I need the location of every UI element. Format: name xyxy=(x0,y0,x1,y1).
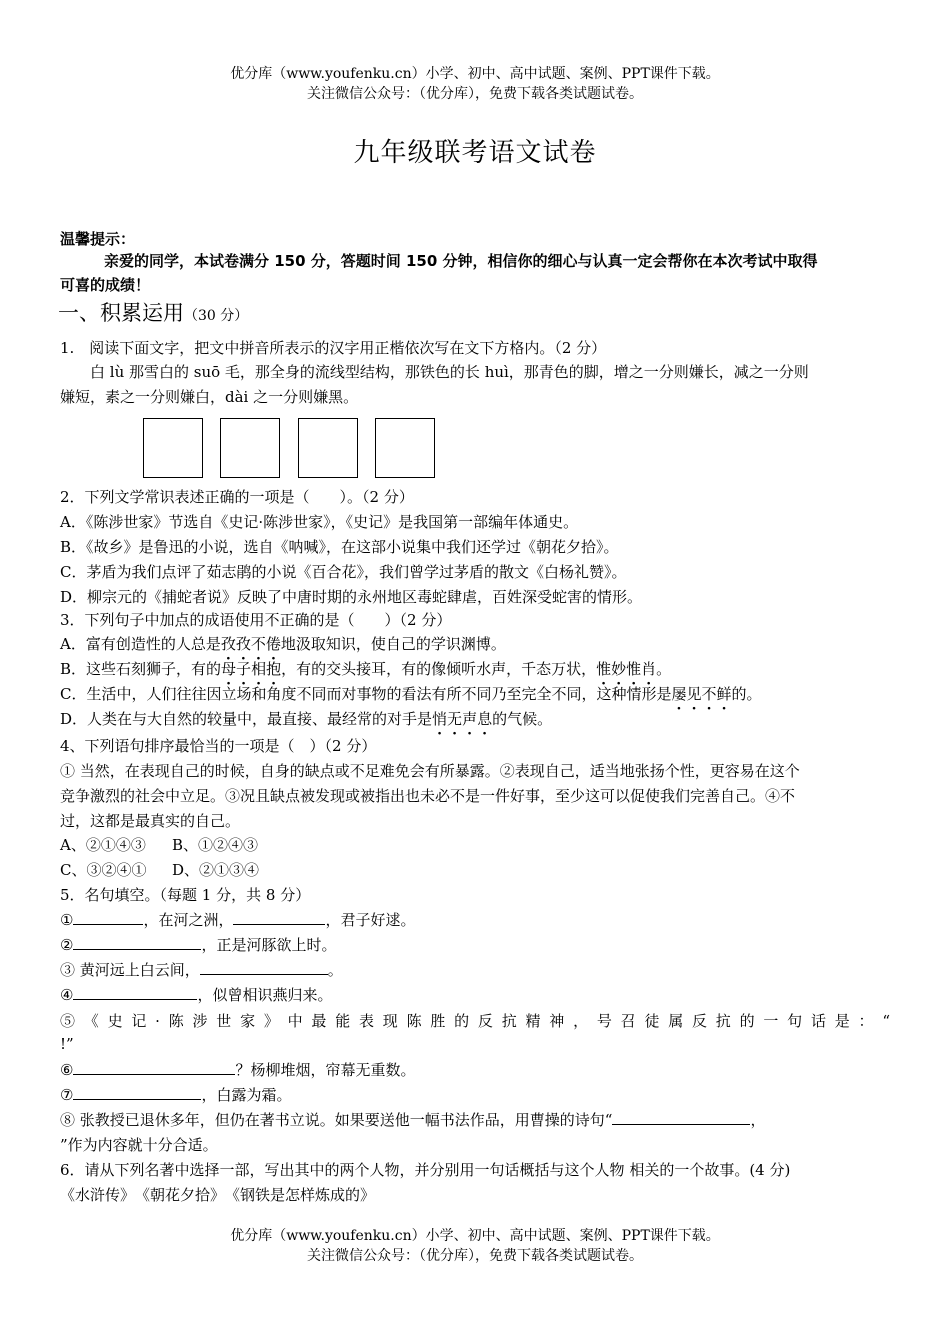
footer-line-1: 优分库（www.youfenku.cn）小学、初中、高中试题、案例、PPT课件下载。 xyxy=(230,1228,720,1244)
q3-a-idiom: 孜孜不倦 xyxy=(220,635,281,653)
q5-item-5-line-2: !” xyxy=(60,1035,74,1053)
q4-passage-line-3: 过，这都是最真实的自己。 xyxy=(60,812,241,830)
q5-stem: 5．名句填空。（每题 1 分，共 8 分） xyxy=(60,886,311,904)
header-line-2: 关注微信公众号：（优分库），免费下载各类试题试卷。 xyxy=(307,86,643,102)
q3-d-text-end: 的气候。 xyxy=(492,710,553,728)
q5-item-4-end: ，似曾相识燕归来。 xyxy=(197,986,333,1004)
section-score: （30 分） xyxy=(184,308,249,324)
q5-item-1 xyxy=(60,910,415,930)
blank-6[interactable] xyxy=(73,1060,235,1075)
blank-1a[interactable] xyxy=(73,910,143,925)
q2-option-b: B．《故乡》是鲁迅的小说，选自《呐喊》，在这部小说集中我们还学过《朝花夕拾》。 xyxy=(60,538,619,556)
page-title: 九年级联考语文试卷 xyxy=(353,138,597,168)
q4-passage-line-2: 竞争激烈的社会中立足。③况且缺点被发现或被指出也未必不是一件好事，至少这可以促使我们完善自己。④不 xyxy=(60,787,796,805)
answer-box-1[interactable] xyxy=(143,418,203,478)
q3-d-text: D．人类在与大自然的较量中，最直接、最经常的对手是 xyxy=(60,710,433,728)
section-heading xyxy=(58,297,248,327)
q5-item-1-mid: ，在河之洲， xyxy=(143,911,234,929)
header-line-1: 优分库（www.youfenku.cn）小学、初中、高中试题、案例、PPT课件下载。 xyxy=(230,66,720,82)
q1-passage-line-2: 嫌短，素之一分则嫌白，dài 之一分则嫌黑。 xyxy=(60,388,359,406)
q5-item-1-num: ① xyxy=(60,911,74,929)
q3-b-text: B．这些石刻狮子，有的 xyxy=(60,660,222,678)
q5-item-3-end: 。 xyxy=(327,961,343,979)
q4-option-b: B、①②④③ xyxy=(172,836,259,854)
q3-b-idiom-1: 母子相抱 xyxy=(221,660,282,678)
q5-item-4 xyxy=(60,985,332,1005)
q4-option-d: D、②①③④ xyxy=(172,861,260,879)
blank-7[interactable] xyxy=(73,1085,201,1100)
tips-body-line-2: 可喜的成绩！ xyxy=(60,276,151,294)
q2-stem: 2．下列文学常识表述正确的一项是（ ）。（2 分） xyxy=(60,488,414,506)
q3-b-idiom-2: 惟妙惟肖 xyxy=(596,660,657,678)
q5-item-7 xyxy=(60,1085,291,1105)
answer-box-2[interactable] xyxy=(220,418,280,478)
q3-c-text: C．生活中，人们往往因立场和角度不同而对事物的看法有所不同乃至完全不同，这种情形是 xyxy=(60,685,672,703)
q4-stem: 4、下列语句排序最恰当的一项是（ ）（2 分） xyxy=(60,737,377,755)
q3-b-text-mid: ，有的交头接耳，有的像倾听水声，千态万状， xyxy=(281,660,597,678)
q3-option-c xyxy=(60,684,762,704)
blank-4[interactable] xyxy=(73,985,197,1000)
q1-stem: 1. 阅读下面文字，把文中拼音所表示的汉字用正楷依次写在文下方格内。（2 分） xyxy=(60,339,607,357)
q3-b-text-end: 。 xyxy=(656,660,672,678)
q5-item-3 xyxy=(60,960,343,980)
q5-item-5-line-1: ⑤《史记·陈涉世家》中最能表现陈胜的反抗精神，号召徒属反抗的一句话是：“ xyxy=(60,1012,890,1030)
q5-item-8-line-2: ”作为内容就十分合适。 xyxy=(60,1136,218,1154)
answer-box-4[interactable] xyxy=(375,418,435,478)
q5-item-2-end: ，正是河豚欲上时。 xyxy=(201,936,337,954)
blank-8[interactable] xyxy=(612,1110,750,1125)
q5-item-8-comma: ， xyxy=(750,1111,766,1129)
q1-passage-line-1: 白 lù 那雪白的 suō 毛，那全身的流线型结构，那铁色的长 huì，那青色的脚，增之一分则嫌长，减之一分则 xyxy=(90,363,809,381)
blank-1b[interactable] xyxy=(233,910,325,925)
q4-passage-line-1: ① 当然，在表现自己的时候，自身的缺点或不足难免会有所暴露。②表现自己，适当地张扬个性，更容易在这个 xyxy=(60,762,800,780)
q5-item-1-end: ，君子好逑。 xyxy=(325,911,416,929)
q5-item-6 xyxy=(60,1060,415,1080)
q3-option-a xyxy=(60,634,506,654)
tips-body-line-1: 亲爱的同学，本试卷满分 150 分，答题时间 150 分钟，相信你的细心与认真一定会帮你在本次考试中取得 xyxy=(104,252,818,270)
q4-option-a: A、②①④③ xyxy=(60,836,146,854)
q6-stem: 6．请从下列名著中选择一部，写出其中的两个人物，并分别用一句话概括与这个人物 相关的一个故事。(4 分) xyxy=(60,1161,791,1179)
q5-item-7-num: ⑦ xyxy=(60,1086,74,1104)
q2-option-a: A．《陈涉世家》节选自《史记·陈涉世家》，《史记》是我国第一部编年体通史。 xyxy=(60,513,579,531)
blank-2[interactable] xyxy=(73,935,201,950)
q5-item-3-text: ③ 黄河远上白云间， xyxy=(60,961,200,979)
section-title: 一、积累运用 xyxy=(58,301,184,325)
blank-3[interactable] xyxy=(200,960,328,975)
tips-label: 温馨提示： xyxy=(60,230,136,248)
q5-item-8-text: ⑧ 张教授已退休多年，但仍在著书立说。如果要送他一幅书法作品，用曹操的诗句“ xyxy=(60,1111,613,1129)
footer-line-2: 关注微信公众号：（优分库），免费下载各类试题试卷。 xyxy=(307,1248,643,1264)
q2-option-d: D．柳宗元的《捕蛇者说》反映了中唐时期的永州地区毒蛇肆虐，百姓深受蛇害的情形。 xyxy=(60,588,643,606)
q5-item-7-end: ，白露为霜。 xyxy=(201,1086,292,1104)
q3-option-b xyxy=(60,659,671,679)
q3-c-idiom: 屡见不鲜 xyxy=(671,685,732,703)
q3-stem: 3．下列句子中加点的成语使用不正确的是（ ）（2 分） xyxy=(60,611,452,629)
q3-a-text: A．富有创造性的人总是 xyxy=(60,635,221,653)
q5-item-6-num: ⑥ xyxy=(60,1061,74,1079)
q5-item-4-num: ④ xyxy=(60,986,74,1004)
q3-option-d xyxy=(60,709,552,729)
q5-item-6-end: ？杨柳堆烟，帘幕无重数。 xyxy=(235,1061,416,1079)
q6-books: 《水浒传》 《朝花夕拾》 《钢铁是怎样炼成的》 xyxy=(60,1186,376,1204)
q5-item-2-num: ② xyxy=(60,936,74,954)
q4-option-c: C、③②④① xyxy=(60,861,147,879)
answer-box-3[interactable] xyxy=(298,418,358,478)
q3-c-text-end: 的。 xyxy=(731,685,762,703)
q3-d-idiom: 悄无声息 xyxy=(432,710,493,728)
q3-a-text-end: 地汲取知识，使自己的学识渊博。 xyxy=(280,635,506,653)
q5-item-8-line-1 xyxy=(60,1110,765,1130)
q5-item-2 xyxy=(60,935,336,955)
q2-option-c: C．茅盾为我们点评了茹志鹃的小说《百合花》，我们曾学过茅盾的散文《白杨礼赞》。 xyxy=(60,563,627,581)
